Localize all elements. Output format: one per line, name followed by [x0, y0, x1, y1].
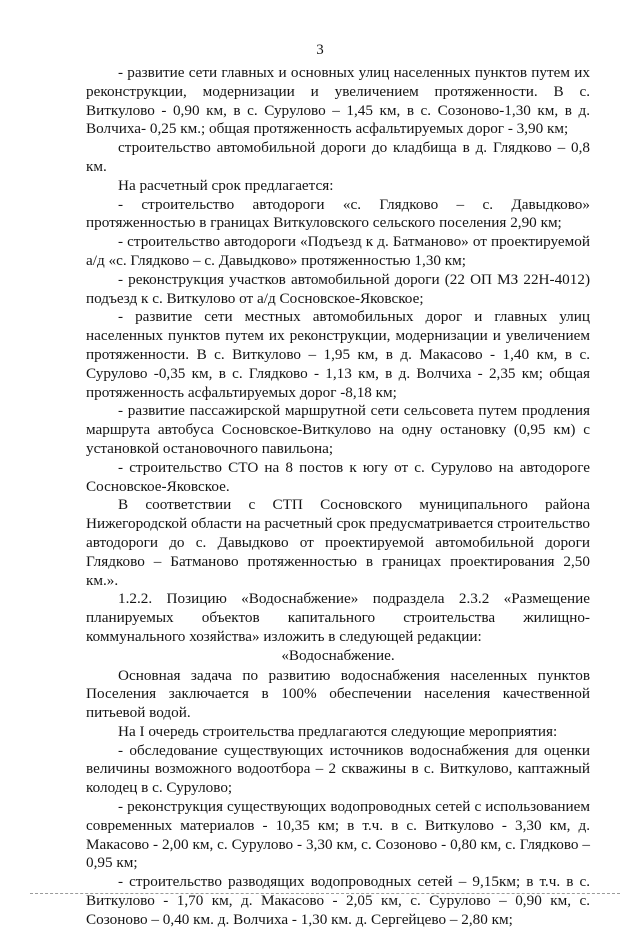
paragraph-road-glyadkovo-davydkovo: - строительство автодороги «с. Глядково – с. Давыдково» протяженностью в границах Виткуловского сельского поселения 2,90 км;: [86, 195, 590, 232]
paragraph-road-batmanovo: - строительство автодороги «Подъезд к д. Батманово» от проектируемой а/д «с. Глядково – с. Давыдково» протяженностью 1,30 км;: [86, 233, 590, 269]
paragraph-first-stage: На I очередь строительства предлагаются следующие мероприятия:: [118, 722, 558, 740]
paragraph-network-reconstruction: - реконструкция существующих водопроводных сетей с использованием современных материалов - 10,35 км; в т.ч. в с. Виткулово - 3,30 км, д. Макасово - 2,00 км, с. Сурулово - 3,30 км, с. Созоново - 0,80 км, с. Глядково – 0,95 км;: [86, 798, 590, 872]
page-bottom-divider: [30, 893, 620, 894]
paragraph-road-reconstruction: - реконструкция участков автомобильной дороги (22 ОП МЗ 22Н-4012) подъезд к с. Виткулово от а/д Сосновское-Яковское;: [86, 270, 590, 307]
paragraph-water-goal: Основная задача по развитию водоснабжения населенных пунктов Поселения заключается в 100% обеспечении населения качественной питьевой водой.: [86, 666, 590, 722]
paragraph-bus-route: - развитие пассажирской маршрутной сети сельсовета путем продления маршрута автобуса Сосновское-Виткулово на одну остановку (0,95 км) с установкой остановочного павильона;: [86, 402, 590, 457]
paragraph-network-construction: - строительство разводящих водопроводных сетей – 9,15км; в т.ч. в с. Виткулово - 1,70 км, д. Макасово - 2,05 км, с. Сурулово – 0,90 км, с. Созоново – 0,40 км. д. Волчиха - 1,30 км. д. Сергейцево – 2,80 км;: [86, 873, 590, 928]
document-body: [86, 64, 590, 930]
paragraph-cemetery-road: строительство автомобильной дороги до кладбища в д. Глядково – 0,8 км.: [86, 139, 590, 175]
paragraph-survey-sources: - обследование существующих источников водоснабжения для оценки величины возможного водоотбора – 2 скважины в с. Виткулово, каптажный колодец в с. Сурулово;: [86, 741, 590, 797]
page-number: 3: [316, 42, 324, 58]
paragraph-calc-term-heading: На расчетный срок предлагается:: [118, 176, 334, 194]
paragraph-service-station: - строительство СТО на 8 постов к югу от с. Сурулово на автодороге Сосновское-Яковское.: [86, 458, 590, 495]
paragraph-stp-note: В соответствии с СТП Сосновского муниципального района Нижегородской области на расчетный срок предусматривается строительство автодороги до с. Давыдково от проектируемой автомобильной дороги Глядково – Батманово протяженностью в границах проектирования 2,50 км.».: [86, 496, 590, 589]
paragraph-roads-network: - развитие сети главных и основных улиц населенных пунктов путем их реконструкции, модернизации и увеличением протяженности. В с. Виткулово - 0,90 км, в с. Сурулово – 1,45 км, в с. Созоново-1,30 км, в д. Волчиха- 0,25 км.; общая протяженность асфальтируемых дорог - 3,90 км;: [86, 64, 590, 138]
paragraph-local-roads: - развитие сети местных автомобильных дорог и главных улиц населенных пунктов путем их реконструкции, модернизации и увеличением протяженности. В с. Виткулово – 1,95 км, в д. Макасово - 1,40 км, в с. Сурулово -0,35 км, в с. Глядково - 1,13 км, в д. Волчиха - 2,35 км; общая протяженность асфальтируемых дорог -8,18 км;: [86, 308, 590, 401]
heading-water-supply: «Водоснабжение.: [281, 646, 395, 664]
paragraph-section-122: 1.2.2. Позицию «Водоснабжение» подраздела 2.3.2 «Размещение планируемых объектов капитального строительства жилищно-коммунального хозяйства» изложить в следующей редакции:: [86, 590, 590, 645]
